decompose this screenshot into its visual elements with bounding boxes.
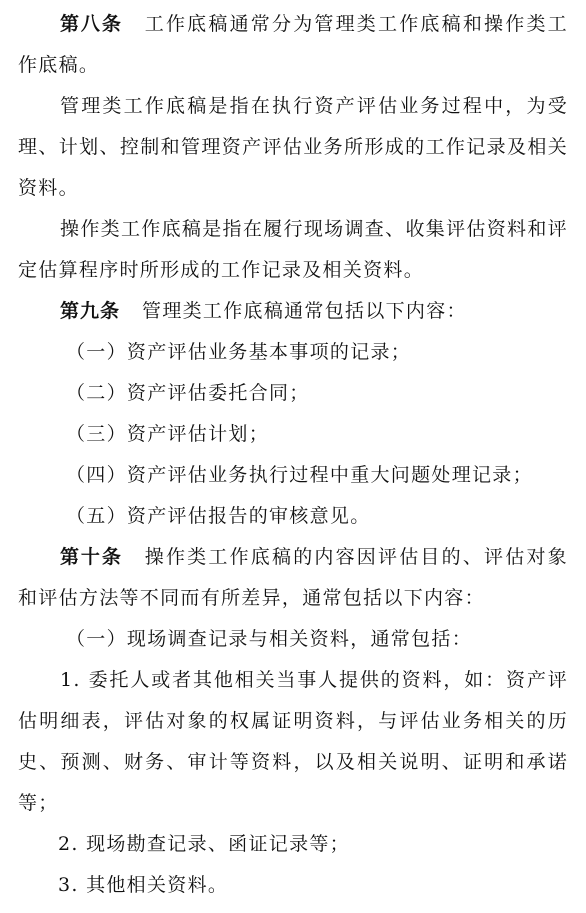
article-9-item-1: （一）资产评估业务基本事项的记录；	[66, 341, 412, 363]
article-9-item-4: （四）资产评估业务执行过程中重大问题处理记录；	[66, 464, 533, 486]
article-10-paragraph	[18, 537, 568, 619]
article-9-item-2: （二）资产评估委托合同；	[66, 382, 310, 404]
article-9-item-5: （五）资产评估报告的审核意见。	[66, 505, 371, 527]
article-10-text: 操作类工作底稿的内容因评估目的、评估对象和评估方法等不同而有所差异，通常包括以下内容：	[18, 546, 568, 609]
article-8-paragraph	[18, 4, 568, 86]
operation-workpaper-paragraph: 操作类工作底稿是指在履行现场调查、收集评估资料和评定估算程序时所形成的工作记录及相关资料。	[18, 218, 568, 281]
article-10-heading: 第十条	[60, 546, 123, 568]
article-10-point-3: 3. 其他相关资料。	[58, 874, 229, 896]
article-10-point-2: 2. 现场勘查记录、函证记录等；	[58, 833, 350, 855]
article-9-paragraph	[18, 291, 568, 332]
article-9-item-3: （三）资产评估计划；	[66, 423, 270, 445]
article-10-subsection-1: （一）现场调查记录与相关资料，通常包括：	[66, 628, 473, 650]
article-8-text: 工作底稿通常分为管理类工作底稿和操作类工作底稿。	[18, 13, 568, 76]
article-9-heading: 第九条	[60, 300, 121, 322]
article-8-heading: 第八条	[60, 13, 123, 35]
article-9-text: 管理类工作底稿通常包括以下内容：	[142, 300, 467, 322]
article-10-point-1: 1. 委托人或者其他相关当事人提供的资料，如：资产评估明细表，评估对象的权属证明资料，与评估业务相关的历史、预测、财务、审计等资料，以及相关说明、证明和承诺等；	[18, 669, 568, 814]
management-workpaper-paragraph: 管理类工作底稿是指在执行资产评估业务过程中，为受理、计划、控制和管理资产评估业务所形成的工作记录及相关资料。	[18, 95, 568, 199]
